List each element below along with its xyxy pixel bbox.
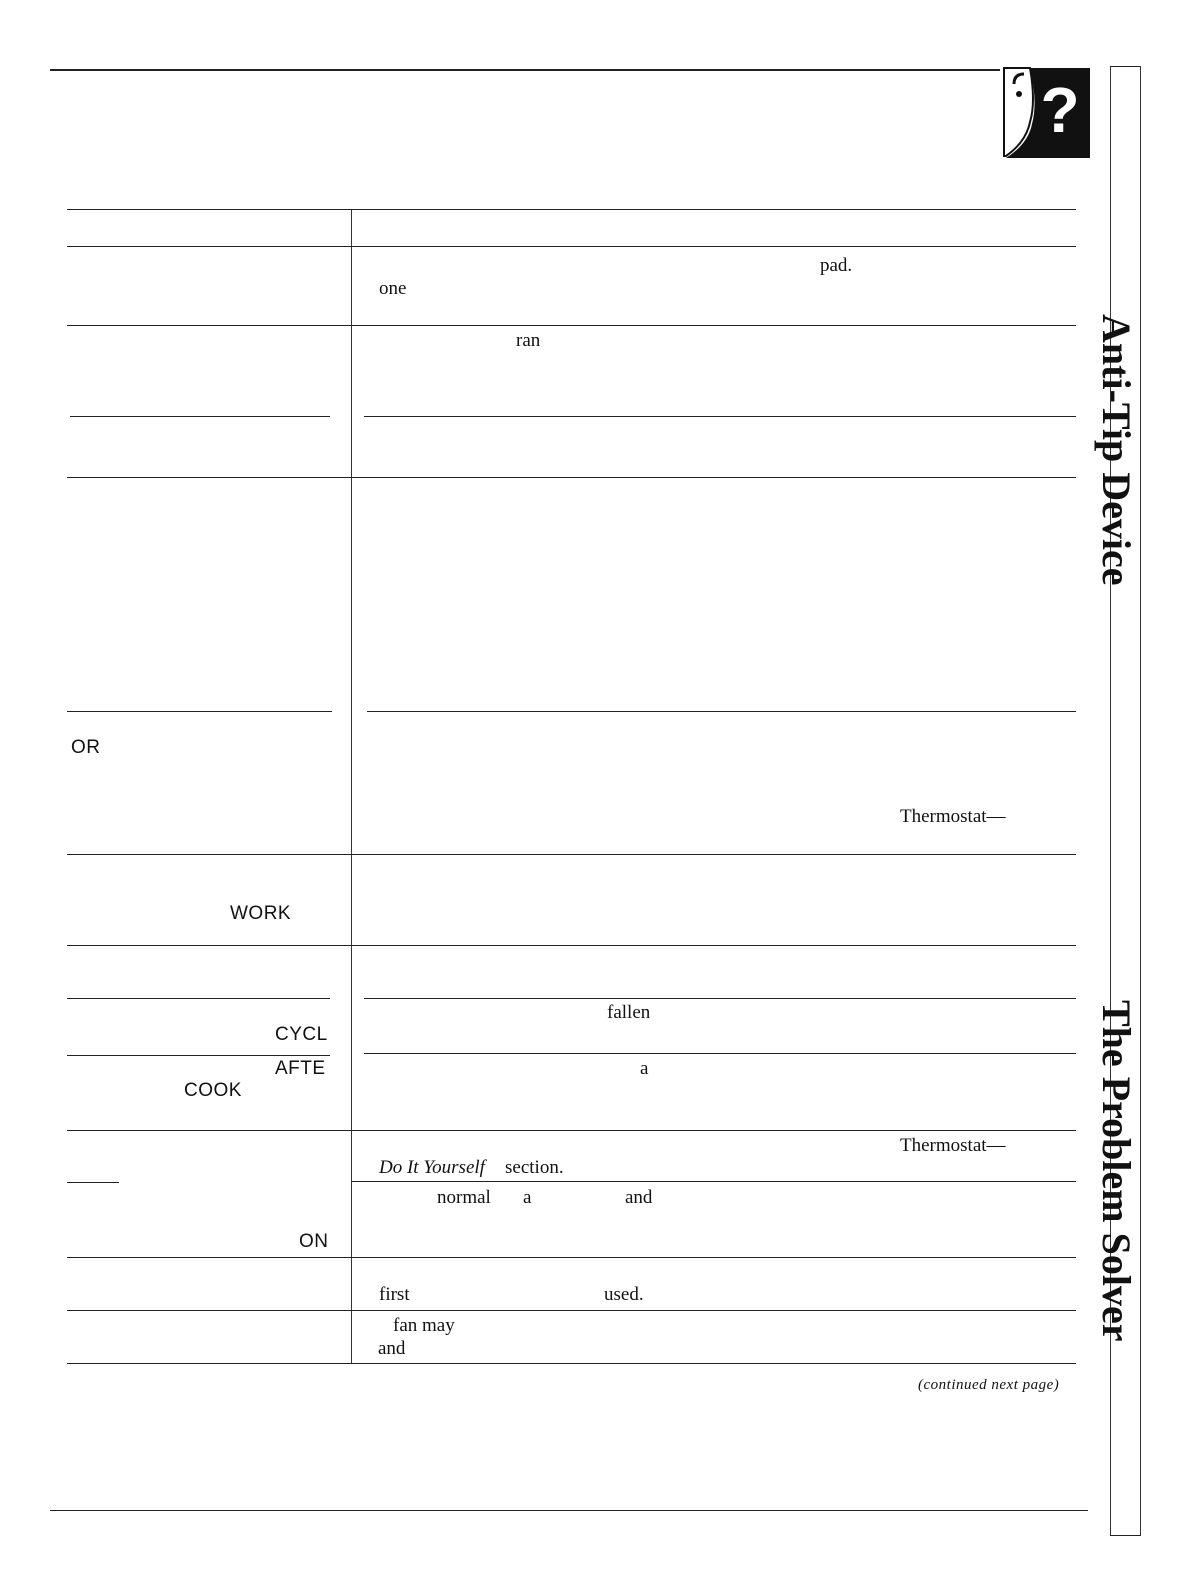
cause-fragment-first: first bbox=[379, 1284, 410, 1305]
side-tab-label-problem-solver: The Problem Solver bbox=[1094, 1000, 1139, 1342]
table-row-rule bbox=[67, 477, 1076, 478]
cause-fragment-and: and bbox=[625, 1187, 653, 1208]
question-head-icon bbox=[1000, 62, 1090, 158]
cause-fragment-fallen: fallen bbox=[607, 1002, 651, 1023]
problem-fragment-afte: AFTE bbox=[275, 1058, 326, 1079]
side-tab-top-rule bbox=[1110, 66, 1140, 67]
table-row-rule bbox=[67, 1055, 330, 1056]
table-row-rule bbox=[364, 1053, 1076, 1054]
table-row-rule bbox=[67, 246, 1076, 247]
cause-fragment-and: and bbox=[378, 1338, 406, 1359]
table-header-rule bbox=[67, 209, 1076, 210]
table-row-rule bbox=[67, 1257, 1076, 1258]
problem-fragment-work: WORK bbox=[230, 903, 292, 924]
table-row-rule bbox=[67, 711, 332, 712]
top-rule bbox=[50, 69, 1090, 71]
table-column-divider bbox=[351, 210, 352, 1363]
table-row-rule bbox=[352, 1181, 1076, 1182]
cause-fragment-pad: pad. bbox=[820, 255, 853, 276]
problem-fragment-or: OR bbox=[71, 737, 101, 758]
table-row-rule bbox=[364, 998, 1076, 999]
side-tab-right-border bbox=[1140, 66, 1141, 1536]
cause-fragment-normal: normal bbox=[437, 1187, 491, 1208]
table-row-rule bbox=[67, 854, 1076, 855]
cause-fragment-thermostat: Thermostat— bbox=[900, 806, 1006, 827]
cause-fragment-thermostat: Thermostat— bbox=[900, 1135, 1006, 1156]
cause-fragment-fan-may: fan may bbox=[393, 1315, 455, 1336]
table-row-rule bbox=[67, 998, 330, 999]
table-row-rule bbox=[367, 711, 1076, 712]
table-row-rule bbox=[364, 416, 1076, 417]
cause-fragment-a: a bbox=[640, 1058, 649, 1079]
table-row-rule bbox=[67, 1363, 1076, 1364]
table-row-rule bbox=[67, 945, 1076, 946]
bottom-rule bbox=[50, 1510, 1088, 1511]
table-row-rule bbox=[67, 325, 1076, 326]
table-row-rule bbox=[67, 1130, 1076, 1131]
cause-fragment-do-it-yourself: Do It Yourself bbox=[379, 1157, 485, 1178]
side-tab-label-anti-tip: Anti-Tip Device bbox=[1094, 314, 1139, 586]
table-row-rule bbox=[67, 1182, 119, 1183]
cause-fragment-ran: ran bbox=[516, 330, 541, 351]
continued-note: (continued next page) bbox=[918, 1377, 1060, 1393]
cause-fragment-used: used. bbox=[604, 1284, 644, 1305]
cause-fragment-section: section. bbox=[505, 1157, 564, 1178]
problem-fragment-on: ON bbox=[299, 1231, 329, 1252]
problem-fragment-cycl: CYCL bbox=[275, 1024, 328, 1045]
table-row-rule bbox=[70, 416, 330, 417]
cause-fragment-one: one bbox=[379, 278, 407, 299]
table-row-rule bbox=[67, 1310, 1076, 1311]
problem-fragment-cook: COOK bbox=[184, 1080, 242, 1101]
cause-fragment-a: a bbox=[523, 1187, 532, 1208]
svg-text:?: ? bbox=[1040, 74, 1080, 146]
side-tab-bottom-rule bbox=[1110, 1535, 1140, 1536]
